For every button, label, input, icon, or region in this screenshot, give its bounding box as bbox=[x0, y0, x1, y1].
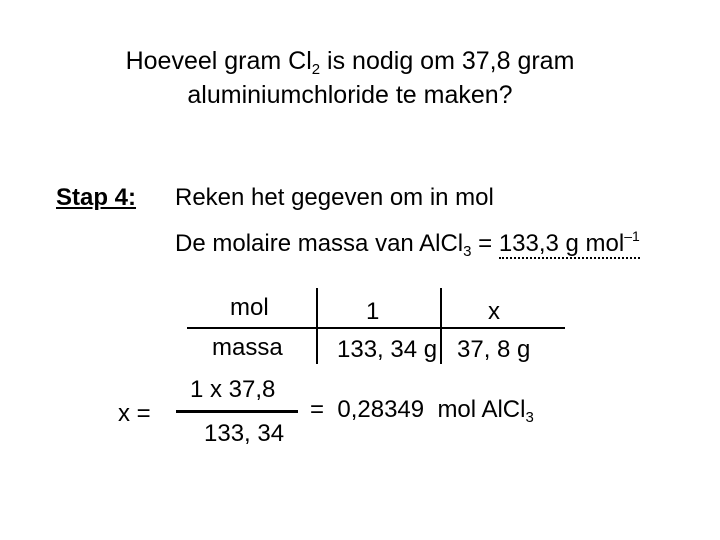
question-line-1 bbox=[0, 44, 700, 78]
molar-mass-value-text: 133,3 g mol bbox=[498, 230, 625, 257]
row-label-mol: mol bbox=[230, 294, 269, 321]
question-line-2: aluminiumchloride te maken? bbox=[187, 81, 513, 109]
fraction-numerator: 1 x 37,8 bbox=[190, 376, 276, 403]
question-line-1-post: is nodig om 37,8 gram bbox=[320, 47, 575, 75]
result-line bbox=[310, 396, 534, 424]
result-text: = 0,28349 mol AlCl bbox=[310, 396, 526, 423]
molar-mass-line bbox=[175, 230, 640, 258]
question-line-1-sub: 2 bbox=[311, 61, 321, 78]
step-text: Reken het gegeven om in mol bbox=[175, 184, 494, 211]
x-equals-label: x = bbox=[118, 400, 151, 427]
table-horizontal-rule bbox=[187, 327, 565, 329]
table-vertical-rule-2 bbox=[440, 288, 442, 364]
fraction-bar bbox=[176, 410, 298, 413]
row-label-massa: massa bbox=[212, 334, 283, 361]
step-label: Stap 4: bbox=[56, 184, 137, 211]
molar-mass-sup: –1 bbox=[624, 228, 640, 244]
cell-col2-top: x bbox=[488, 298, 500, 325]
result-sub: 3 bbox=[525, 409, 534, 426]
fraction-denominator: 133, 34 bbox=[204, 420, 285, 447]
molar-mass-sub: 3 bbox=[463, 243, 472, 260]
molar-mass-pre: De molaire massa van AlCl bbox=[175, 230, 464, 257]
molar-mass-value bbox=[499, 230, 640, 259]
cell-col2-bottom: 37, 8 g bbox=[457, 336, 531, 363]
table-vertical-rule-1 bbox=[316, 288, 318, 364]
question-line-1-pre: Hoeveel gram Cl bbox=[125, 47, 312, 75]
molar-mass-eq: = bbox=[471, 230, 499, 257]
cell-col1-bottom: 133, 34 g bbox=[337, 336, 438, 363]
cell-col1-top: 1 bbox=[366, 298, 380, 325]
